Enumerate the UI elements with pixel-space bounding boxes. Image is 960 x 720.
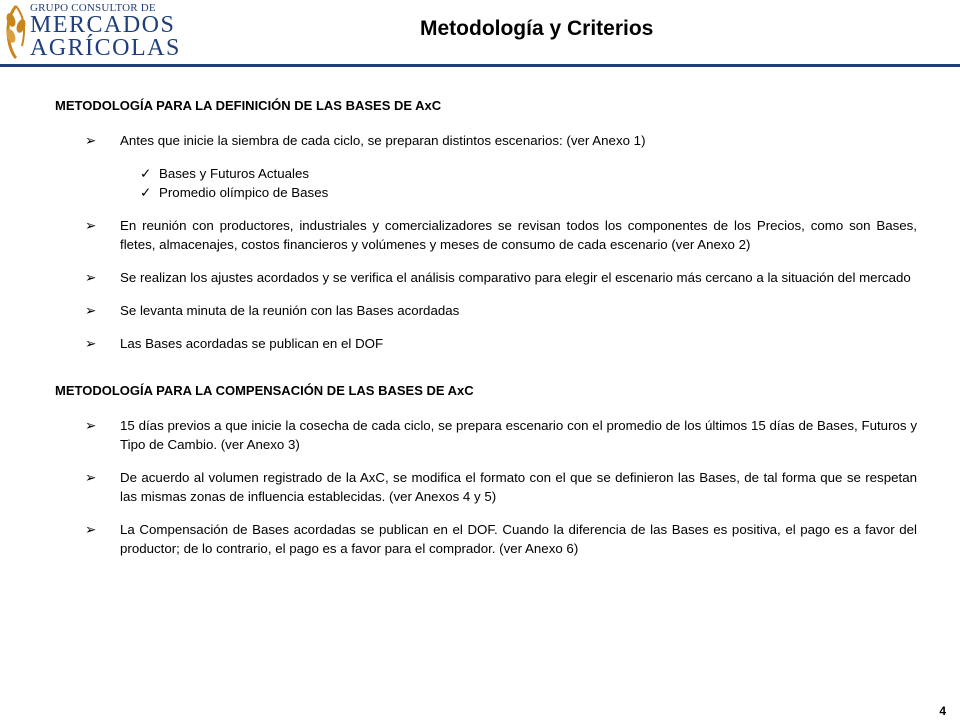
logo-line2: AGRÍCOLAS <box>30 35 181 61</box>
check-text: Promedio olímpico de Bases <box>159 185 329 200</box>
bullet-item <box>55 268 917 287</box>
arrow-bullet-icon: ➢ <box>85 133 97 148</box>
check-icon: ✓ <box>140 185 152 200</box>
arrow-bullet-icon: ➢ <box>85 470 97 485</box>
check-text: Bases y Futuros Actuales <box>159 166 310 181</box>
bullet-text: De acuerdo al volumen registrado de la AxC, se modifica el formato con el que se definieron las Bases, de tal forma que se respetan las mismas zonas de influencia establecidas. (ver Anexos 4 y 5) <box>120 470 917 504</box>
page-number: 4 <box>939 704 946 718</box>
arrow-bullet-icon: ➢ <box>85 522 97 537</box>
arrow-bullet-icon: ➢ <box>85 303 97 318</box>
section-heading-definition: METODOLOGÍA PARA LA DEFINICIÓN DE LAS BASES DE AxC <box>55 98 442 113</box>
bullet-item <box>55 468 917 506</box>
section-heading-compensation: METODOLOGÍA PARA LA COMPENSACIÓN DE LAS BASES DE AxC <box>55 383 474 398</box>
check-item <box>55 164 917 183</box>
bullet-text: En reunión con productores, industriales y comercializadores se revisan todos los componentes de los Precios, como son Bases, fletes, almacenajes, costos financieros y volúmenes y meses de consumo de cada escenario (ver Anexo 2) <box>120 218 917 252</box>
wheat-logo-icon <box>2 2 30 60</box>
bullet-item <box>55 416 917 454</box>
header-divider <box>0 64 960 67</box>
bullet-text: Se realizan los ajustes acordados y se verifica el análisis comparativo para elegir el escenario más cercano a la situación del mercado <box>120 270 911 285</box>
arrow-bullet-icon: ➢ <box>85 336 97 351</box>
bullet-text: 15 días previos a que inicie la cosecha de cada ciclo, se prepara escenario con el promedio de los últimos 15 días de Bases, Futuros y Tipo de Cambio. (ver Anexo 3) <box>120 418 917 452</box>
page-title: Metodología y Criterios <box>420 17 654 40</box>
check-item <box>55 183 917 202</box>
bullet-item <box>55 334 917 353</box>
slide-content <box>55 98 917 558</box>
arrow-bullet-icon: ➢ <box>85 270 97 285</box>
bullet-text: La Compensación de Bases acordadas se publican en el DOF. Cuando la diferencia de las Bases es positiva, el pago es a favor del productor; de lo contrario, el pago es a favor para el comprador. (ver Anexo 6) <box>120 522 917 556</box>
logo-small-text: GRUPO CONSULTOR DE <box>30 2 156 14</box>
bullet-text: Se levanta minuta de la reunión con las Bases acordadas <box>120 303 460 318</box>
bullet-text: Antes que inicie la siembra de cada ciclo, se preparan distintos escenarios: (ver Anexo 1) <box>120 133 646 148</box>
logo-line1: MERCADOS <box>30 12 176 38</box>
bullet-text: Las Bases acordadas se publican en el DOF <box>120 336 384 351</box>
bullet-item <box>55 216 917 254</box>
bullet-item <box>55 520 917 558</box>
check-icon: ✓ <box>140 166 152 181</box>
arrow-bullet-icon: ➢ <box>85 418 97 433</box>
bullet-item <box>55 131 917 150</box>
bullet-item <box>55 301 917 320</box>
company-logo <box>0 0 181 62</box>
arrow-bullet-icon: ➢ <box>85 218 97 233</box>
